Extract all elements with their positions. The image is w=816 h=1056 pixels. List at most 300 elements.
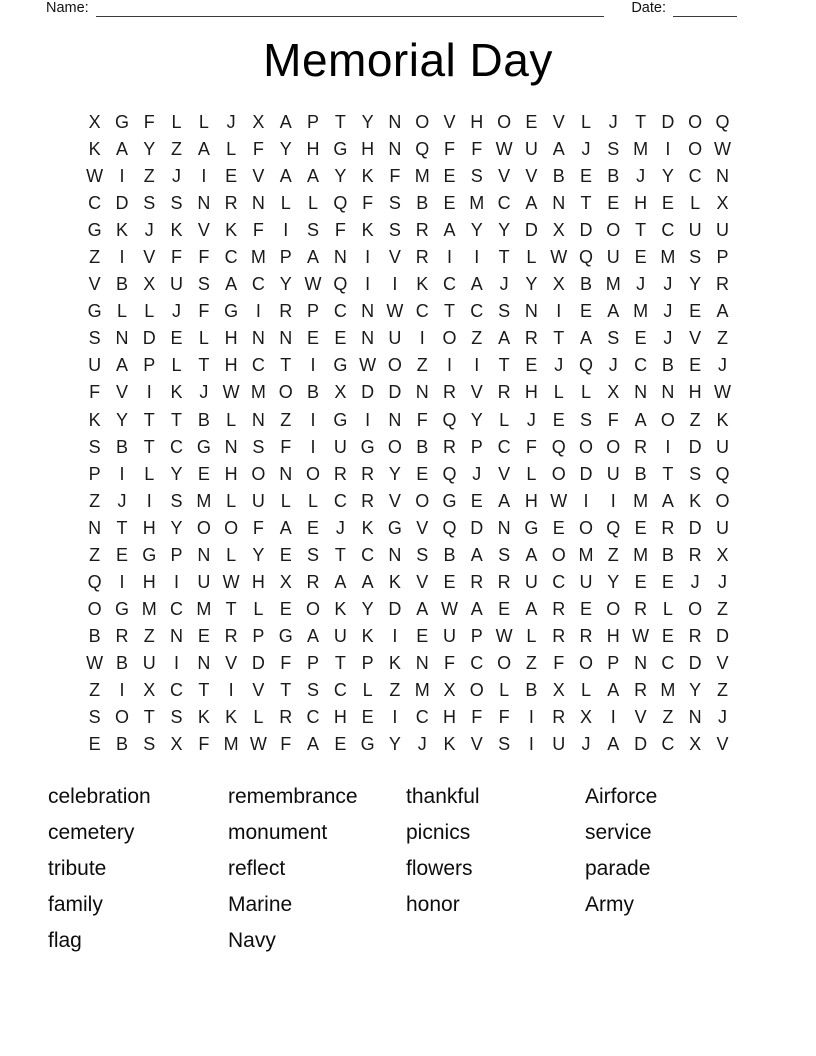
grid-cell: J [663, 274, 673, 295]
grid-cell: M [633, 490, 649, 511]
grid-cell: C [688, 166, 702, 187]
grid-cell: N [661, 382, 675, 403]
grid-cell: Z [662, 707, 674, 728]
grid-cell: E [525, 355, 538, 376]
grid-cell: E [634, 571, 647, 592]
grid-cell: E [607, 193, 620, 214]
grid-cell: K [689, 490, 702, 511]
grid-cell: A [334, 571, 347, 592]
grid-cell: X [552, 220, 565, 241]
grid-cell: J [526, 409, 536, 430]
grid-cell: Q [578, 355, 593, 376]
grid-cell: E [170, 328, 183, 349]
grid-cell: T [280, 355, 292, 376]
grid-cell: L [580, 112, 591, 133]
grid-cell: G [387, 517, 402, 538]
grid-cell: M [660, 247, 676, 268]
grid-cell: R [552, 707, 566, 728]
grid-cell: X [143, 274, 156, 295]
grid-cell: B [443, 544, 456, 565]
grid-cell: V [716, 734, 729, 755]
grid-cell: E [416, 463, 429, 484]
grid-cell: Z [143, 625, 155, 646]
grid-cell: R [524, 328, 538, 349]
grid-cell: A [307, 247, 320, 268]
grid-cell: E [661, 571, 674, 592]
grid-cell: H [142, 571, 156, 592]
grid-cell: V [252, 680, 265, 700]
grid-cell: L [526, 247, 537, 268]
grid-cell: R [634, 436, 648, 457]
grid-cell: I [174, 652, 180, 673]
grid-cell: I [665, 139, 671, 160]
grid-cell: I [119, 166, 125, 187]
grid-cell: B [579, 274, 592, 295]
grid-cell: Y [470, 220, 483, 241]
grid-cell: V [689, 328, 702, 349]
grid-cell: K [416, 274, 429, 295]
grid-cell: F [334, 220, 346, 241]
grid-cell: K [361, 166, 374, 187]
grid-cell: Z [471, 328, 483, 349]
grid-cell: M [141, 598, 157, 619]
grid-cell: A [197, 139, 210, 160]
grid-cell: P [307, 112, 320, 133]
grid-cell: E [307, 517, 320, 538]
grid-cell: Q [442, 409, 457, 430]
grid-cell: L [144, 463, 155, 484]
grid-cell: K [115, 220, 128, 241]
grid-cell: O [551, 463, 566, 484]
grid-cell: G [333, 139, 348, 160]
grid-cell: X [443, 680, 456, 700]
grid-cell: H [443, 707, 456, 728]
grid-cell: T [143, 409, 155, 430]
grid-cell: Y [143, 139, 156, 160]
grid-cell: E [661, 625, 674, 646]
grid-cell: U [251, 490, 265, 511]
word-list-item: Airforce [585, 785, 658, 808]
grid-cell: K [361, 625, 374, 646]
grid-cell: Q [333, 193, 348, 214]
grid-cell: P [607, 652, 620, 673]
grid-cell: Q [715, 463, 730, 484]
word-list-item: remembrance [228, 785, 358, 808]
word-list-item: parade [585, 857, 651, 880]
grid-cell: C [552, 571, 566, 592]
grid-cell: A [470, 274, 483, 295]
grid-cell: V [88, 274, 101, 295]
grid-cell: N [388, 544, 402, 565]
grid-cell: E [334, 734, 347, 755]
grid-cell: I [556, 301, 562, 322]
grid-cell: G [278, 625, 293, 646]
grid-cell: S [143, 734, 156, 755]
grid-cell: P [716, 247, 729, 268]
grid-cell: I [310, 355, 316, 376]
grid-cell: N [552, 193, 566, 214]
grid-cell: O [224, 517, 239, 538]
grid-cell: K [334, 598, 347, 619]
grid-cell: T [198, 680, 210, 700]
grid-cell: I [392, 274, 398, 295]
grid-cell: J [663, 301, 673, 322]
grid-cell: M [605, 274, 621, 295]
grid-cell: N [715, 166, 729, 187]
grid-cell: W [359, 355, 377, 376]
grid-cell: Y [525, 274, 538, 295]
grid-cell: A [279, 517, 292, 538]
grid-cell: S [498, 734, 511, 755]
grid-cell: B [115, 652, 128, 673]
grid-cell: I [665, 436, 671, 457]
grid-cell: J [581, 734, 591, 755]
grid-cell: U [88, 355, 102, 376]
grid-cell: E [197, 463, 210, 484]
grid-cell: E [307, 328, 320, 349]
grid-cell: Z [89, 544, 101, 565]
grid-cell: E [579, 166, 592, 187]
grid-cell: D [524, 220, 538, 241]
grid-cell: X [689, 734, 702, 755]
grid-cell: G [360, 734, 375, 755]
grid-cell: O [715, 490, 730, 511]
grid-cell: N [197, 193, 211, 214]
grid-cell: A [579, 328, 592, 349]
grid-cell: I [610, 707, 616, 728]
word-list-item: service [585, 821, 652, 844]
grid-cell: D [661, 112, 675, 133]
grid-cell: W [222, 571, 240, 592]
grid-cell: K [388, 652, 401, 673]
grid-cell: L [116, 301, 127, 322]
grid-cell: I [146, 382, 152, 403]
grid-cell: G [360, 436, 375, 457]
grid-cell: J [417, 734, 427, 755]
grid-cell: J [663, 328, 673, 349]
grid-cell: F [198, 301, 210, 322]
grid-cell: P [307, 301, 320, 322]
grid-cell: R [688, 625, 702, 646]
grid-cell: I [610, 490, 616, 511]
grid-cell: V [416, 517, 429, 538]
grid-cell: L [580, 680, 591, 700]
grid-cell: S [607, 328, 620, 349]
grid-cell: H [306, 139, 320, 160]
grid-cell: N [497, 517, 511, 538]
grid-cell: L [226, 409, 237, 430]
grid-cell: H [251, 571, 265, 592]
grid-cell: E [661, 193, 674, 214]
grid-cell: X [716, 544, 729, 565]
grid-cell: T [143, 707, 155, 728]
grid-cell: Z [525, 652, 537, 673]
grid-cell: O [688, 139, 703, 160]
grid-cell: O [415, 490, 430, 511]
grid-cell: Y [334, 166, 347, 187]
grid-cell: V [225, 652, 238, 673]
grid-cell: D [388, 598, 402, 619]
grid-cell: F [362, 193, 374, 214]
grid-cell: V [252, 166, 265, 187]
grid-cell: X [552, 274, 565, 295]
grid-cell: E [552, 409, 565, 430]
grid-cell: A [661, 490, 674, 511]
grid-cell: J [172, 301, 182, 322]
name-blank-line [96, 0, 605, 17]
grid-cell: Z [716, 328, 728, 349]
grid-cell: L [253, 707, 264, 728]
grid-cell: M [633, 139, 649, 160]
grid-cell: X [579, 707, 592, 728]
grid-cell: K [361, 220, 374, 241]
grid-cell: I [310, 409, 316, 430]
grid-cell: N [251, 328, 265, 349]
grid-cell: M [196, 598, 212, 619]
grid-cell: J [717, 707, 727, 728]
grid-cell: I [474, 247, 480, 268]
grid-cell: T [662, 463, 674, 484]
grid-cell: V [197, 220, 210, 241]
grid-cell: N [388, 112, 402, 133]
grid-cell: S [498, 301, 511, 322]
grid-cell: U [606, 247, 620, 268]
grid-cell: T [334, 652, 346, 673]
grid-cell: M [250, 382, 266, 403]
grid-cell: S [252, 436, 265, 457]
grid-cell: F [198, 247, 210, 268]
grid-cell: A [470, 598, 483, 619]
grid-cell: B [307, 382, 320, 403]
grid-cell: R [552, 625, 566, 646]
grid-cell: J [554, 355, 564, 376]
grid-cell: R [634, 598, 648, 619]
grid-cell: X [279, 571, 292, 592]
grid-cell: K [443, 734, 456, 755]
grid-cell: M [633, 301, 649, 322]
grid-cell: Y [661, 166, 674, 187]
grid-cell: N [251, 409, 265, 430]
grid-cell: Q [442, 517, 457, 538]
grid-cell: L [226, 139, 237, 160]
grid-cell: R [715, 274, 729, 295]
grid-cell: L [308, 193, 319, 214]
grid-cell: T [171, 409, 183, 430]
grid-cell: B [115, 274, 128, 295]
grid-cell: M [196, 490, 212, 511]
grid-cell: P [170, 544, 183, 565]
word-list-item: family [48, 893, 103, 916]
grid-cell: J [581, 139, 591, 160]
grid-cell: O [469, 680, 484, 700]
grid-cell: R [415, 247, 429, 268]
grid-cell: L [280, 193, 291, 214]
grid-cell: E [634, 247, 647, 268]
grid-cell: X [552, 680, 565, 700]
grid-cell: U [388, 328, 402, 349]
grid-cell: W [632, 625, 650, 646]
grid-cell: W [713, 382, 731, 403]
grid-cell: Y [498, 220, 511, 241]
grid-cell: V [552, 112, 565, 133]
word-list-item: flag [48, 929, 82, 952]
grid-cell: D [688, 436, 702, 457]
grid-cell: I [119, 463, 125, 484]
grid-cell: P [470, 625, 483, 646]
grid-cell: A [225, 274, 238, 295]
grid-cell: C [88, 193, 102, 214]
grid-cell: Y [279, 274, 292, 295]
grid-cell: M [660, 680, 676, 700]
grid-cell: I [528, 734, 534, 755]
grid-cell: D [688, 517, 702, 538]
grid-cell: I [365, 409, 371, 430]
grid-cell: B [416, 436, 429, 457]
grid-cell: F [89, 382, 101, 403]
grid-cell: G [333, 355, 348, 376]
grid-cell: T [280, 680, 292, 700]
grid-cell: I [119, 247, 125, 268]
grid-cell: U [170, 274, 184, 295]
grid-cell: Y [361, 112, 374, 133]
grid-cell: C [634, 355, 648, 376]
grid-cell: C [333, 680, 347, 700]
grid-cell: W [386, 301, 404, 322]
grid-cell: L [362, 680, 373, 700]
word-list-item: cemetery [48, 821, 135, 844]
grid-cell: V [498, 166, 511, 187]
grid-cell: E [88, 734, 101, 755]
grid-cell: W [550, 247, 568, 268]
grid-cell: I [255, 301, 261, 322]
grid-cell: O [306, 463, 321, 484]
grid-cell: Z [171, 139, 183, 160]
grid-cell: H [224, 328, 238, 349]
grid-cell: F [389, 166, 401, 187]
grid-cell: S [470, 166, 483, 187]
grid-cell: F [280, 652, 292, 673]
grid-cell: S [607, 139, 620, 160]
grid-cell: T [116, 517, 128, 538]
grid-cell: H [224, 355, 238, 376]
grid-cell: K [197, 707, 210, 728]
grid-cell: E [443, 193, 456, 214]
grid-cell: C [361, 544, 375, 565]
grid-cell: Y [170, 517, 183, 538]
grid-cell: H [224, 463, 238, 484]
grid-cell: E [525, 112, 538, 133]
grid-cell: S [170, 490, 183, 511]
grid-cell: S [143, 193, 156, 214]
grid-cell: S [498, 544, 511, 565]
grid-cell: T [143, 436, 155, 457]
grid-cell: H [333, 707, 347, 728]
grid-cell: N [88, 517, 102, 538]
grid-cell: A [307, 166, 320, 187]
grid-cell: A [552, 139, 565, 160]
grid-cell: E [552, 517, 565, 538]
grid-cell: Z [689, 409, 701, 430]
grid-cell: R [688, 544, 702, 565]
grid-cell: O [87, 598, 102, 619]
grid-cell: M [414, 680, 430, 700]
grid-cell: Z [607, 544, 619, 565]
word-list [48, 779, 776, 959]
grid-cell: B [115, 436, 128, 457]
grid-cell: O [415, 112, 430, 133]
grid-cell: E [443, 166, 456, 187]
word-list-column [228, 779, 406, 959]
grid-cell: C [443, 274, 456, 295]
grid-cell: A [115, 355, 128, 376]
grid-cell: X [88, 112, 101, 133]
grid-cell: I [119, 680, 125, 700]
grid-cell: K [361, 517, 374, 538]
grid-cell: E [361, 707, 374, 728]
grid-cell: A [361, 571, 374, 592]
grid-cell: C [497, 436, 511, 457]
grid-cell: D [634, 734, 648, 755]
grid-cell: W [550, 490, 568, 511]
grid-cell: P [88, 463, 101, 484]
word-list-item: flowers [406, 857, 473, 880]
grid-cell: O [578, 517, 593, 538]
grid-cell: V [470, 734, 483, 755]
grid-cell: E [689, 355, 702, 376]
grid-cell: F [280, 734, 292, 755]
grid-cell: W [86, 166, 104, 187]
grid-cell: Y [689, 274, 702, 295]
grid-cell: G [87, 301, 102, 322]
grid-cell: R [661, 517, 675, 538]
grid-cell: I [283, 220, 289, 241]
grid-cell: H [634, 193, 648, 214]
grid-cell: L [690, 193, 701, 214]
grid-cell: A [607, 734, 620, 755]
grid-cell: F [498, 707, 510, 728]
grid-cell: C [170, 598, 184, 619]
grid-cell: F [444, 139, 455, 160]
grid-cell: U [142, 652, 156, 673]
grid-cell: N [361, 328, 375, 349]
grid-cell: M [469, 193, 485, 214]
grid-cell: G [142, 544, 157, 565]
grid-cell: H [688, 382, 702, 403]
grid-cell: O [442, 328, 457, 349]
grid-cell: U [688, 220, 702, 241]
grid-cell: A [634, 409, 647, 430]
grid-cell: J [172, 166, 182, 187]
grid-cell: S [88, 328, 101, 349]
grid-cell: O [578, 436, 593, 457]
grid-cell: G [524, 517, 539, 538]
word-list-item: Marine [228, 893, 293, 916]
word-list-item: picnics [406, 821, 471, 844]
grid-cell: L [580, 382, 591, 403]
grid-cell: Q [551, 436, 566, 457]
grid-cell: J [226, 112, 236, 133]
grid-cell: S [88, 707, 101, 728]
grid-cell: D [142, 328, 156, 349]
grid-cell: A [279, 112, 292, 133]
grid-cell: H [361, 139, 375, 160]
grid-cell: O [578, 652, 593, 673]
grid-cell: K [88, 139, 101, 160]
grid-cell: V [388, 247, 401, 268]
grid-cell: L [499, 680, 510, 700]
grid-cell: L [171, 112, 182, 133]
grid-cell: V [115, 382, 128, 403]
